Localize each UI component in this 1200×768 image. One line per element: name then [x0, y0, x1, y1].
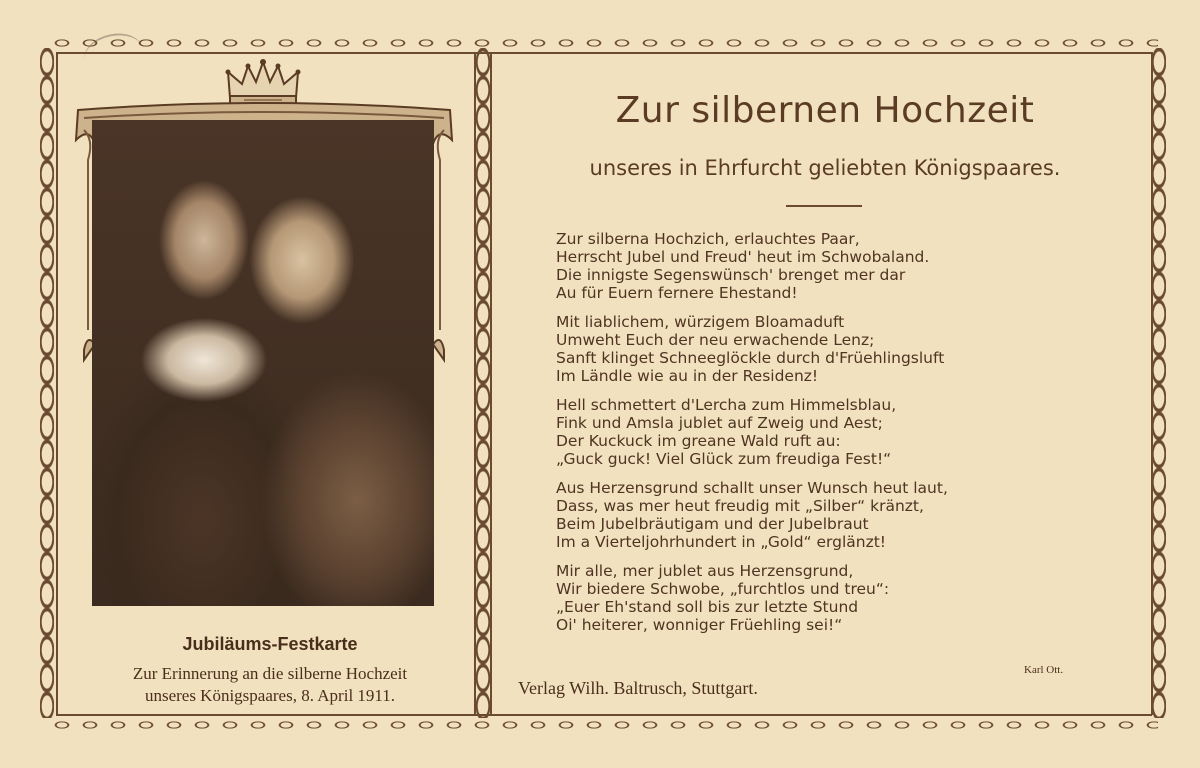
poem-author: Karl Ott.	[1024, 664, 1064, 676]
poem-line: Hell schmettert d'Lercha zum Himmelsblau,	[556, 396, 897, 414]
poem-line: Beim Jubelbräutigam und der Jubelbraut	[556, 515, 869, 533]
poem-stanza-1	[556, 230, 1116, 302]
poem-line: Die innigste Segenswünsch' brenget mer dar	[556, 266, 906, 284]
poem-line: Fink und Amsla jublet auf Zweig und Aest;	[556, 414, 883, 432]
poem-line: „Guck guck! Viel Glück zum freudiga Fest!“	[556, 450, 892, 468]
poem-line: Au für Euern fernere Ehestand!	[556, 284, 798, 302]
poem-stanza-5	[556, 562, 1116, 634]
chain-border-top	[48, 36, 1158, 50]
poem-line: Herrscht Jubel und Freud' heut im Schwobaland.	[556, 248, 930, 266]
card-title: Zur silbernen Hochzeit	[615, 90, 1035, 131]
poem-line: Oi' heiterer, wonniger Früehling sei!“	[556, 616, 843, 634]
poem	[556, 230, 1116, 645]
poem-line: Aus Herzensgrund schallt unser Wunsch heut laut,	[556, 479, 948, 497]
inner-rule-divider-right	[490, 52, 492, 715]
caption-line-1: Zur Erinnerung an die silberne Hochzeit	[132, 664, 408, 683]
caption-title: Jubiläums-Festkarte	[182, 634, 358, 654]
title-divider	[786, 205, 862, 207]
poem-stanza-4	[556, 479, 1116, 551]
inner-rule-bottom	[56, 714, 1152, 716]
poem-line: Dass, was mer heut freudig mit „Silber“ kränzt,	[556, 497, 924, 515]
chain-border-left	[40, 48, 54, 718]
poem-line: Zur silberna Hochzich, erlauchtes Paar,	[556, 230, 860, 248]
poem-line: Im a Vierteljohrhundert in „Gold“ erglänzt!	[556, 533, 887, 551]
inner-rule-top	[56, 52, 1152, 54]
poem-line: Wir biedere Schwobe, „furchtlos und treu“:	[556, 580, 890, 598]
chain-border-right	[1152, 48, 1166, 718]
poem-line: Umweht Euch der neu erwachende Lenz;	[556, 331, 875, 349]
poem-line: „Euer Eh'stand soll bis zur letzte Stund	[556, 598, 859, 616]
inner-rule-right	[1151, 52, 1153, 715]
publisher-line: Verlag Wilh. Baltrusch, Stuttgart.	[518, 678, 758, 698]
poem-line: Mit liablichem, würzigem Bloamaduft	[556, 313, 845, 331]
chain-border-bottom	[48, 718, 1158, 732]
chain-border-divider	[476, 48, 490, 718]
card-subtitle: unseres in Ehrfurcht geliebten Königspaares.	[589, 156, 1061, 180]
caption-line-2: unseres Königspaares, 8. April 1911.	[144, 686, 396, 705]
poem-line: Sanft klinget Schneeglöckle durch d'Früehlingsluft	[556, 349, 945, 367]
poem-stanza-3	[556, 396, 1116, 468]
poem-line: Mir alle, mer jublet aus Herzensgrund,	[556, 562, 854, 580]
poem-line: Der Kuckuck im greane Wald ruft au:	[556, 432, 841, 450]
poem-line: Im Ländle wie au in der Residenz!	[556, 367, 819, 385]
royal-couple-photo	[92, 120, 434, 606]
poem-stanza-2	[556, 313, 1116, 385]
inner-rule-left	[56, 52, 58, 715]
inner-rule-divider-left	[474, 52, 476, 715]
